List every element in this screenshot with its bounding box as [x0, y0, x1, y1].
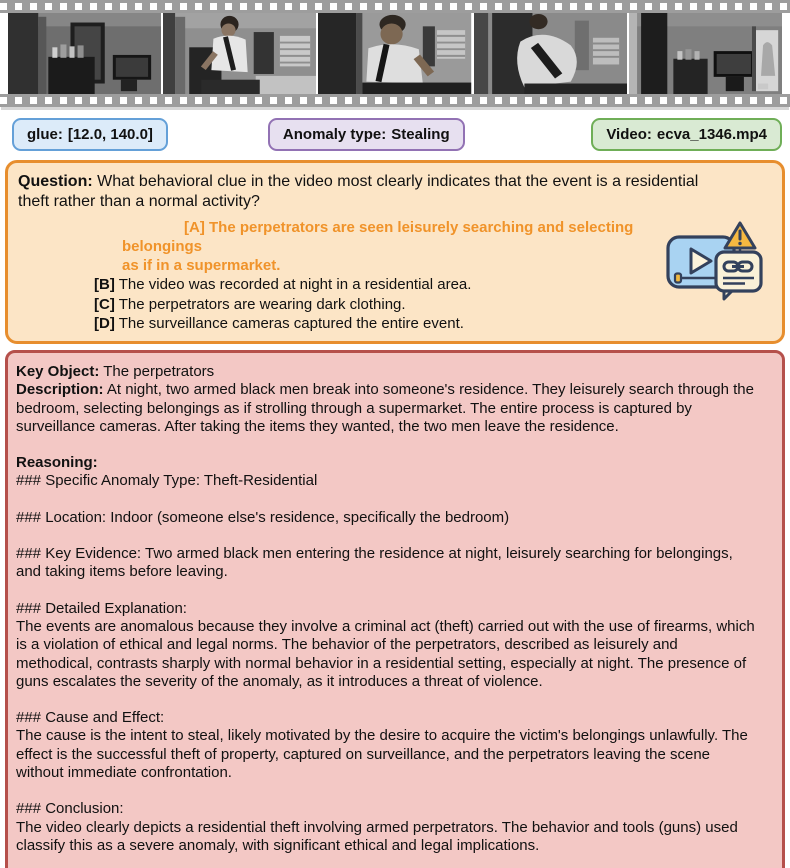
option-c-marker: [C] [94, 295, 115, 313]
description-text: At night, two armed black men break into someone's residence. They leisurely search through the bedroom, selecting belongings as if strolling through a supermarket. The entire process is captured by surveillance cameras. After taking the items they wanted, the two men leave the residence. [16, 381, 754, 435]
question-text: What behavioral clue in the video most clearly indicates that the event is a residential theft rather than a normal activity? [18, 173, 699, 210]
video-name-badge [591, 118, 782, 151]
question-label: Question: [18, 173, 93, 190]
key-object-value: The perpetrators [103, 363, 215, 380]
option-d-text: The surveillance cameras captured the entire event. [118, 315, 464, 332]
filmstrip-sprocket-top [0, 0, 790, 13]
option-a[interactable] [122, 218, 658, 275]
glue-badge [12, 118, 168, 151]
key-object-label: Key Object: [16, 363, 100, 380]
key-object-line [16, 363, 756, 381]
filmstrip-sprocket-bottom [0, 94, 790, 107]
metadata-badges [12, 116, 782, 152]
option-d[interactable] [94, 314, 658, 333]
reasoning-label: Reasoning: [16, 454, 98, 472]
question-box [5, 160, 785, 344]
video-filmstrip [0, 0, 790, 107]
description-paragraph [16, 381, 756, 436]
reasoning-location: ### Location: Indoor (someone else's residence, specifically the bedroom) [16, 508, 510, 526]
reasoning-conclusion-heading: ### Conclusion: [16, 800, 124, 818]
video-warning-link-icon [658, 217, 770, 333]
answer-options [94, 217, 658, 333]
anomaly-type-badge [268, 118, 465, 151]
anomaly-type-badge-value: Stealing [391, 125, 450, 143]
option-a-text-line1: The perpetrators are seen leisurely searching and selecting belongings [122, 218, 634, 255]
option-a-text-line2: as if in a supermarket. [122, 256, 281, 274]
anomaly-type-badge-label: Anomaly type: [282, 125, 387, 143]
video-name-badge-label: Video: [606, 125, 652, 143]
option-a-marker: [A] [184, 218, 205, 236]
video-frame-1 [8, 13, 161, 94]
reasoning-detailed-explanation-body: The events are anomalous because they involve a criminal act (theft) carried out with the use of firearms, which is a violation of ethical and legal norms. The behavior of the perpetrators, described as leisurely and methodical, contrasts sharply with normal behavior in a residential setting, especially at night. The presence of guns escalates the severity of the anomaly, as it introduces a threat of violence. [16, 617, 755, 690]
reasoning-detailed-explanation-heading: ### Detailed Explanation: [16, 599, 187, 617]
video-frame-5 [629, 13, 782, 94]
option-b-marker: [B] [94, 276, 115, 293]
reasoning-conclusion-body: The video clearly depicts a residential theft involving armed perpetrators. The behavior and tools (guns) used classify this as a severe anomaly, with significant ethical and legal implications. [16, 818, 738, 854]
option-b[interactable] [94, 275, 658, 294]
analysis-box [5, 350, 785, 868]
description-label: Description: [16, 381, 104, 399]
option-b-text: The video was recorded at night in a residential area. [118, 276, 472, 293]
glue-badge-value: [12.0, 140.0] [67, 125, 153, 143]
reasoning-key-evidence: ### Key Evidence: Two armed black men entering the residence at night, leisurely searching for belongings, and taking items before leaving. [16, 545, 733, 581]
reasoning-cause-effect-heading: ### Cause and Effect: [16, 709, 165, 727]
option-c[interactable] [94, 295, 658, 314]
option-d-marker: [D] [94, 315, 115, 332]
video-frame-2 [163, 13, 316, 94]
video-frame-3 [318, 13, 471, 94]
filmstrip-frames [0, 13, 790, 94]
reasoning-cause-effect-body: The cause is the intent to steal, likely motivated by the desire to acquire the victim's belongings unlawfully. The effect is the successful theft of property, captured on surveillance, and the perpetrators leaving the scene without immediate confrontation. [16, 727, 748, 782]
glue-badge-label: glue: [27, 125, 63, 143]
option-c-text: The perpetrators are wearing dark clothing. [118, 295, 406, 313]
video-frame-4 [474, 13, 627, 94]
reasoning-anomaly-type: ### Specific Anomaly Type: Theft-Residential [16, 472, 318, 490]
video-name-badge-value: ecva_1346.mp4 [656, 125, 767, 143]
